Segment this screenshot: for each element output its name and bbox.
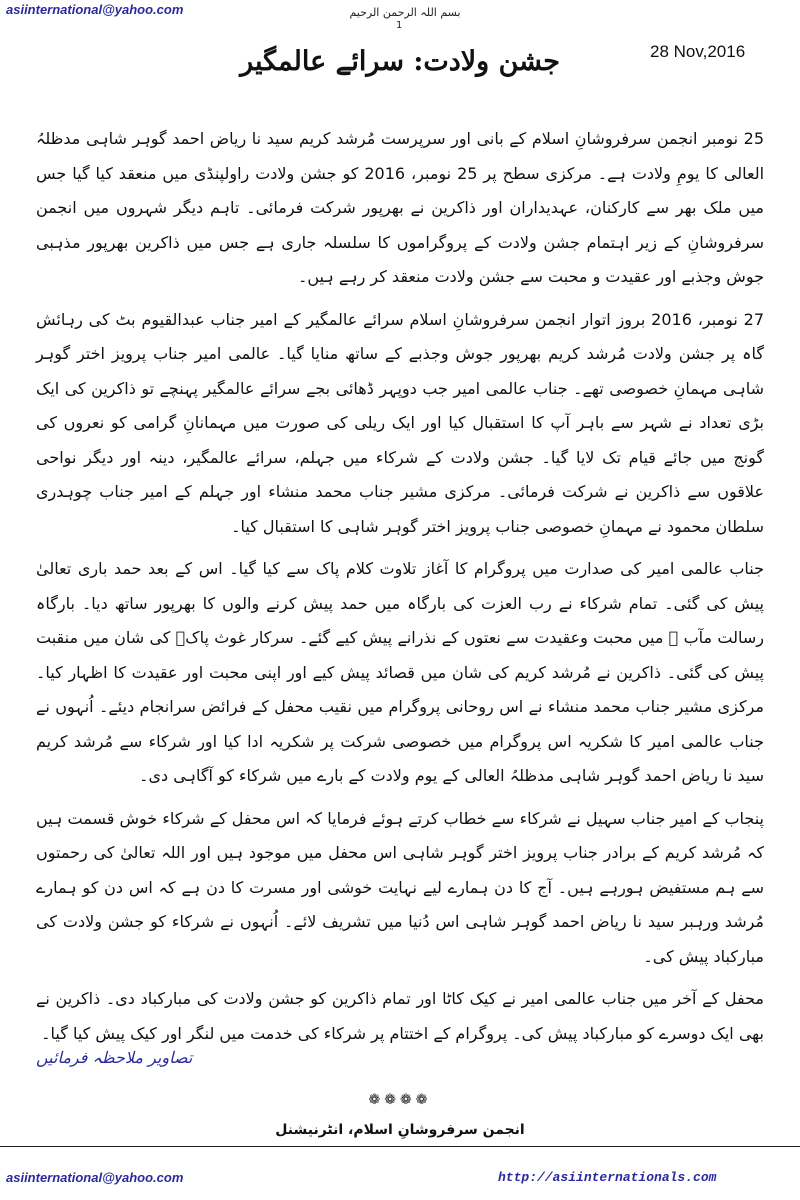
paragraph-3: جناب عالمی امیر کی صدارت میں پروگرام کا آغاز تلاوت کلام پاک سے کیا گیا۔ اس کے بعد حمد باری تعالیٰ پیش کی گئی۔ تمام شرکاء نے رب العزت کی بارگاہ میں حمد پیش کرنے والوں کا بھرپور ساتھ دیا۔ بارگاہ رسالت مآب ﷺ میں محبت وعقیدت سے نعتوں کے نذرانے پیش کیے گئے۔ سرکار غوث پاکؓ کی شان میں منقبت پیش کی گئی۔ ذاکرین نے مُرشد کریم کی شان میں قصائد پیش کیے اور اپنی محبت اور عقیدت کا اظہار کیا۔ مرکزی مشیر جناب محمد منشاء نے اس روحانی پروگرام میں نقیب محفل کے فرائض سرانجام دیئے۔ اُنہوں نے جناب عالمی امیر کا شکریہ اس پروگرام میں خصوصی شرکت پر شکریہ ادا کیا اور شرکاء سے مُرشد کریم سید نا ریاض احمد گوہر شاہی مدظلہُ العالی کے یوم ولادت کے بارے میں شرکاء کو آگاہی دی۔ <box>36 559 764 785</box>
bottom-email[interactable]: asiinternational@yahoo.com <box>6 1170 184 1185</box>
page-number: 1 <box>396 20 403 31</box>
section-separator: ❁❁❁❁ <box>368 1092 432 1108</box>
top-email[interactable]: asiinternational@yahoo.com <box>6 2 184 17</box>
footer-divider <box>0 1146 800 1147</box>
paragraph-1: 25 نومبر انجمن سرفروشانِ اسلام کے بانی اور سرپرست مُرشد کریم سید نا ریاض احمد گوہر شاہی مدظلہُ العالی کا یومِ ولادت ہے۔ مرکزی سطح پر 25 نومبر، 2016 کو جشن ولادت راولپنڈی میں منعقد کیا گیا جس میں ملک بھر سے کارکنان، عہدیداران اور ذاکرین نے بھرپور شرکت فرمائی۔ تاہم دیگر شہروں میں انجمن سرفروشانِ کے زیر اہتمام جشن ولادت کے پروگراموں کا سلسلہ جاری ہے جس میں ذاکرین بھرپور مذہبی جوش وجذبے اور عقیدت و محبت سے جشن ولادت منعقد کر رہے ہیں۔ <box>36 129 765 286</box>
website-link[interactable]: http://asiinternationals.com <box>498 1170 717 1185</box>
paragraph-5: محفل کے آخر میں جناب عالمی امیر نے کیک کاٹا اور تمام ذاکرین کو جشن ولادت کی مبارکباد دی۔ ذاکرین نے بھی ایک دوسرے کو مبارکباد پیش کی۔ پروگرام کے اختتام پر شرکاء کی خدمت میں لنگر اور کیک پیش کیا گیا۔ <box>36 989 764 1043</box>
paragraph-4: پنجاب کے امیر جناب سہیل نے شرکاء سے خطاب کرتے ہوئے فرمایا کہ اس محفل کے شرکاء خوش قسمت ہیں کہ مُرشد کریم کے برادر جناب پرویز اختر گوہر شاہی اس محفل میں موجود ہیں اور اللہ تعالیٰ کی رحمتوں سے ہم مستفیض ہورہے ہیں۔ آج کا دن ہمارے لیے نہایت خوشی اور مسرت کا دن ہے کہ اس دن کو ہمارے مُرشد ورہبر سید نا ریاض احمد گوہر شاہی اس دُنیا میں تشریف لائے۔ اُنہوں نے شرکاء کو جشن ولادت کی مبارکباد پیش کی۔ <box>36 808 765 966</box>
article-body <box>36 122 764 1059</box>
photos-link[interactable]: تصاویر ملاحظہ فرمائیں <box>36 1048 193 1067</box>
organization-name: انجمن سرفروشانِ اسلام، انٹرنیشنل <box>275 1122 525 1138</box>
bismillah: بسم اللہ الرحمن الرحیم <box>349 6 461 19</box>
article-title: جشن ولادت: سرائے عالمگیر <box>240 46 560 77</box>
article-date: 28 Nov,2016 <box>650 42 746 61</box>
paragraph-2: 27 نومبر، 2016 بروز اتوار انجمن سرفروشانِ اسلام سرائے عالمگیر کے امیر جناب عبدالقیوم بٹ کی رہائش گاہ پر جشن ولادت مُرشد کریم بھرپور جوش وجذبے کے ساتھ منایا گیا۔ عالمی امیر جناب پرویز اختر گوہر شاہی مہمانِ خصوصی تھے۔ جناب عالمی امیر جب دوپہر ڈھائی بجے سرائے عالمگیر پہنچے تو ذاکرین کی ایک بڑی تعداد نے شہر سے باہر آپ کا استقبال کیا اور ایک ریلی کی صورت میں مہمانانِ گرامی کو نعروں کی گونج میں جائے قیام تک لایا گیا۔ جشن ولادت کے شرکاء میں جہلم، سرائے عالمگیر، دینہ اور دیگر نواحی علاقوں سے ذاکرین نے شرکت فرمائی۔ مرکزی مشیر جناب محمد منشاء اور جہلم کے امیر جناب چوہدری سلطان محمود نے مہمانِ خصوصی جناب پرویز اختر گوہر شاہی کا استقبال کیا۔ <box>36 309 765 536</box>
